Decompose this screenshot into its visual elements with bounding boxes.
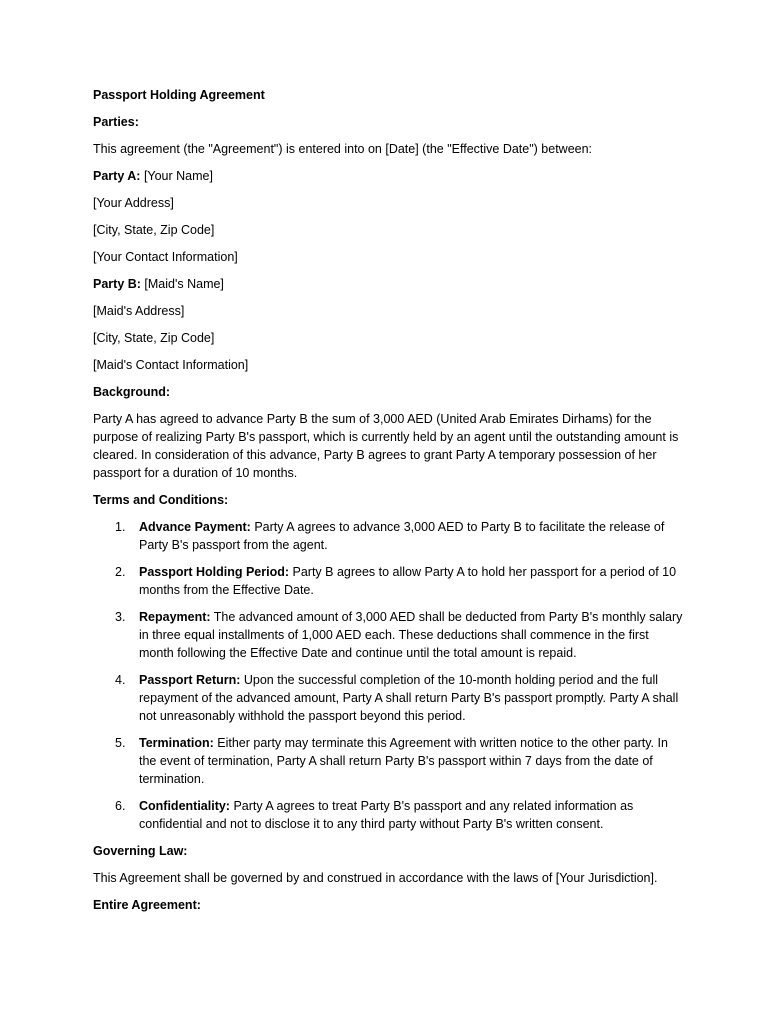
term-item [93,608,683,662]
term-title: Passport Return: [139,673,241,687]
document-title: Passport Holding Agreement [93,88,265,102]
term-number: 1. [115,520,126,534]
term-text: The advanced amount of 3,000 AED shall be deducted from Party B's monthly salary in three equal installments of 1,000 AED each. These deductions shall commence in the first month following the Effective Date and continue until the total amount is repaid. [139,610,683,660]
parties-heading: Parties: [93,115,139,129]
governing-law-heading: Governing Law: [93,844,188,858]
term-title: Repayment: [139,610,211,624]
term-title: Advance Payment: [139,520,251,534]
term-number: 6. [115,799,126,813]
party-b-city: [City, State, Zip Code] [93,331,215,345]
party-b-label: Party B: [93,277,141,291]
party-a-name: [Your Name] [140,169,213,183]
party-b-address: [Maid's Address] [93,304,185,318]
term-number: 5. [115,736,126,750]
term-text: Party A agrees to advance 3,000 AED to Party B to facilitate the release of Party B's passport from the agent. [139,520,665,552]
terms-list [93,518,683,833]
term-text: Party A agrees to treat Party B's passport and any related information as confidential and not to disclose it to any third party without Party B's written consent. [139,799,634,831]
background-heading: Background: [93,385,171,399]
term-item [93,671,683,725]
term-item [93,518,683,554]
term-title: Confidentiality: [139,799,230,813]
entire-agreement-heading: Entire Agreement: [93,898,201,912]
term-text: Upon the successful completion of the 10-month holding period and the full repayment of the advanced amount, Party A shall return Party B's passport promptly. Party A shall not unreasonably withhold the passport beyond this period. [139,673,679,723]
party-a-label: Party A: [93,169,141,183]
term-item [93,797,683,833]
governing-law-paragraph: This Agreement shall be governed by and construed in accordance with the laws of [Your Jurisdiction]. [93,871,658,885]
party-b-name-line [93,275,683,293]
term-number: 2. [115,565,126,579]
term-title: Termination: [139,736,214,750]
party-b-name: [Maid's Name] [140,277,224,291]
intro-paragraph: This agreement (the "Agreement") is entered into on [Date] (the "Effective Date") between: [93,142,593,156]
term-title: Passport Holding Period: [139,565,290,579]
document-page [93,86,683,923]
term-item [93,563,683,599]
term-text: Either party may terminate this Agreement with written notice to the other party. In the event of termination, Party A shall return Party B's passport within 7 days from the date of termination. [139,736,668,786]
party-b-contact: [Maid's Contact Information] [93,358,249,372]
term-number: 4. [115,673,126,687]
term-item [93,734,683,788]
party-a-city: [City, State, Zip Code] [93,223,215,237]
terms-heading: Terms and Conditions: [93,493,229,507]
term-number: 3. [115,610,126,624]
term-text: Party B agrees to allow Party A to hold her passport for a period of 10 months from the Effective Date. [139,565,677,597]
party-a-name-line [93,167,683,185]
party-a-contact: [Your Contact Information] [93,250,238,264]
party-a-address: [Your Address] [93,196,174,210]
background-paragraph: Party A has agreed to advance Party B the sum of 3,000 AED (United Arab Emirates Dirhams) for the purpose of realizing Party B's passport, which is currently held by an agent until the outstanding amount is cleared. In consideration of this advance, Party B agrees to grant Party A temporary possession of her passport for a duration of 10 months. [93,412,679,480]
